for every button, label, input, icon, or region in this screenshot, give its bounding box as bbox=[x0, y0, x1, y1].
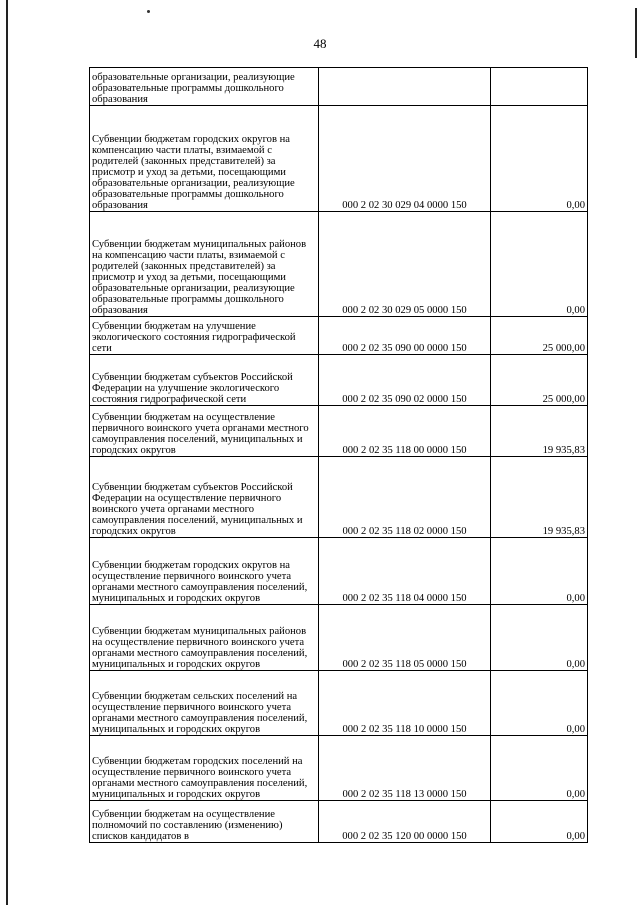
scan-dot bbox=[147, 10, 150, 13]
budget-amount: 25 000,00 bbox=[491, 355, 588, 406]
table-row bbox=[90, 671, 588, 736]
table-row bbox=[90, 317, 588, 355]
budget-classification-code: 000 2 02 30 029 04 0000 150 bbox=[319, 106, 491, 212]
table-row bbox=[90, 106, 588, 212]
budget-classification-code: 000 2 02 30 029 05 0000 150 bbox=[319, 212, 491, 317]
table-row bbox=[90, 801, 588, 843]
table-row bbox=[90, 406, 588, 457]
budget-classification-code: 000 2 02 35 118 13 0000 150 bbox=[319, 736, 491, 801]
table-row bbox=[90, 212, 588, 317]
budget-amount: 0,00 bbox=[491, 212, 588, 317]
budget-classification-code: 000 2 02 35 118 02 0000 150 bbox=[319, 457, 491, 538]
budget-item-name: Субвенции бюджетам муниципальных районов на компенсацию части платы, взимаемой с родителей (законных представителей) за присмотр и уход за детьми, посещающими образовательные организации, реализующие образовательные программы дошкольного образования bbox=[90, 212, 319, 317]
table-row bbox=[90, 355, 588, 406]
budget-amount: 25 000,00 bbox=[491, 317, 588, 355]
budget-item-name: Субвенции бюджетам сельских поселений на осуществление первичного воинского учета органами местного самоуправления поселений, муниципальных и городских округов bbox=[90, 671, 319, 736]
budget-item-name: Субвенции бюджетам городских округов на компенсацию части платы, взимаемой с родителей (законных представителей) за присмотр и уход за детьми, посещающими образовательные организации, реализующие образовательные программы дошкольного образования bbox=[90, 106, 319, 212]
budget-classification-code: 000 2 02 35 090 00 0000 150 bbox=[319, 317, 491, 355]
table-row bbox=[90, 736, 588, 801]
budget-item-name: образовательные организации, реализующие образовательные программы дошкольного образования bbox=[90, 68, 319, 106]
budget-amount: 0,00 bbox=[491, 605, 588, 671]
budget-classification-code: 000 2 02 35 120 00 0000 150 bbox=[319, 801, 491, 843]
table-row bbox=[90, 538, 588, 605]
scan-left-border bbox=[6, 0, 8, 905]
table-row bbox=[90, 605, 588, 671]
table-row bbox=[90, 457, 588, 538]
budget-table-body bbox=[90, 68, 588, 843]
budget-amount: 0,00 bbox=[491, 736, 588, 801]
budget-item-name: Субвенции бюджетам на осуществление первичного воинского учета органами местного самоуправления поселений, муниципальных и городских округов bbox=[90, 406, 319, 457]
budget-item-name: Субвенции бюджетам городских поселений на осуществление первичного воинского учета органами местного самоуправления поселений, муниципальных и городских округов bbox=[90, 736, 319, 801]
budget-classification-code: 000 2 02 35 118 00 0000 150 bbox=[319, 406, 491, 457]
budget-classification-code bbox=[319, 68, 491, 106]
budget-item-name: Субвенции бюджетам субъектов Российской Федерации на осуществление первичного воинского учета органами местного самоуправления поселений, муниципальных и городских округов bbox=[90, 457, 319, 538]
table-row bbox=[90, 68, 588, 106]
budget-classification-code: 000 2 02 35 090 02 0000 150 bbox=[319, 355, 491, 406]
budget-amount: 0,00 bbox=[491, 538, 588, 605]
budget-classification-code: 000 2 02 35 118 05 0000 150 bbox=[319, 605, 491, 671]
budget-amount: 19 935,83 bbox=[491, 406, 588, 457]
budget-classification-code: 000 2 02 35 118 04 0000 150 bbox=[319, 538, 491, 605]
budget-amount bbox=[491, 68, 588, 106]
budget-item-name: Субвенции бюджетам на улучшение экологического состояния гидрографической сети bbox=[90, 317, 319, 355]
budget-amount: 19 935,83 bbox=[491, 457, 588, 538]
budget-item-name: Субвенции бюджетам муниципальных районов на осуществление первичного воинского учета органами местного самоуправления поселений, муниципальных и городских округов bbox=[90, 605, 319, 671]
page-number: 48 bbox=[313, 36, 327, 51]
budget-item-name: Субвенции бюджетам субъектов Российской Федерации на улучшение экологического состояния гидрографической сети bbox=[90, 355, 319, 406]
budget-classification-code: 000 2 02 35 118 10 0000 150 bbox=[319, 671, 491, 736]
budget-amount: 0,00 bbox=[491, 671, 588, 736]
budget-item-name: Субвенции бюджетам городских округов на осуществление первичного воинского учета органами местного самоуправления поселений, муниципальных и городских округов bbox=[90, 538, 319, 605]
budget-amount: 0,00 bbox=[491, 801, 588, 843]
budget-item-name: Субвенции бюджетам на осуществление полномочий по составлению (изменению) списков кандидатов в bbox=[90, 801, 319, 843]
budget-amount: 0,00 bbox=[491, 106, 588, 212]
budget-table bbox=[89, 67, 588, 843]
